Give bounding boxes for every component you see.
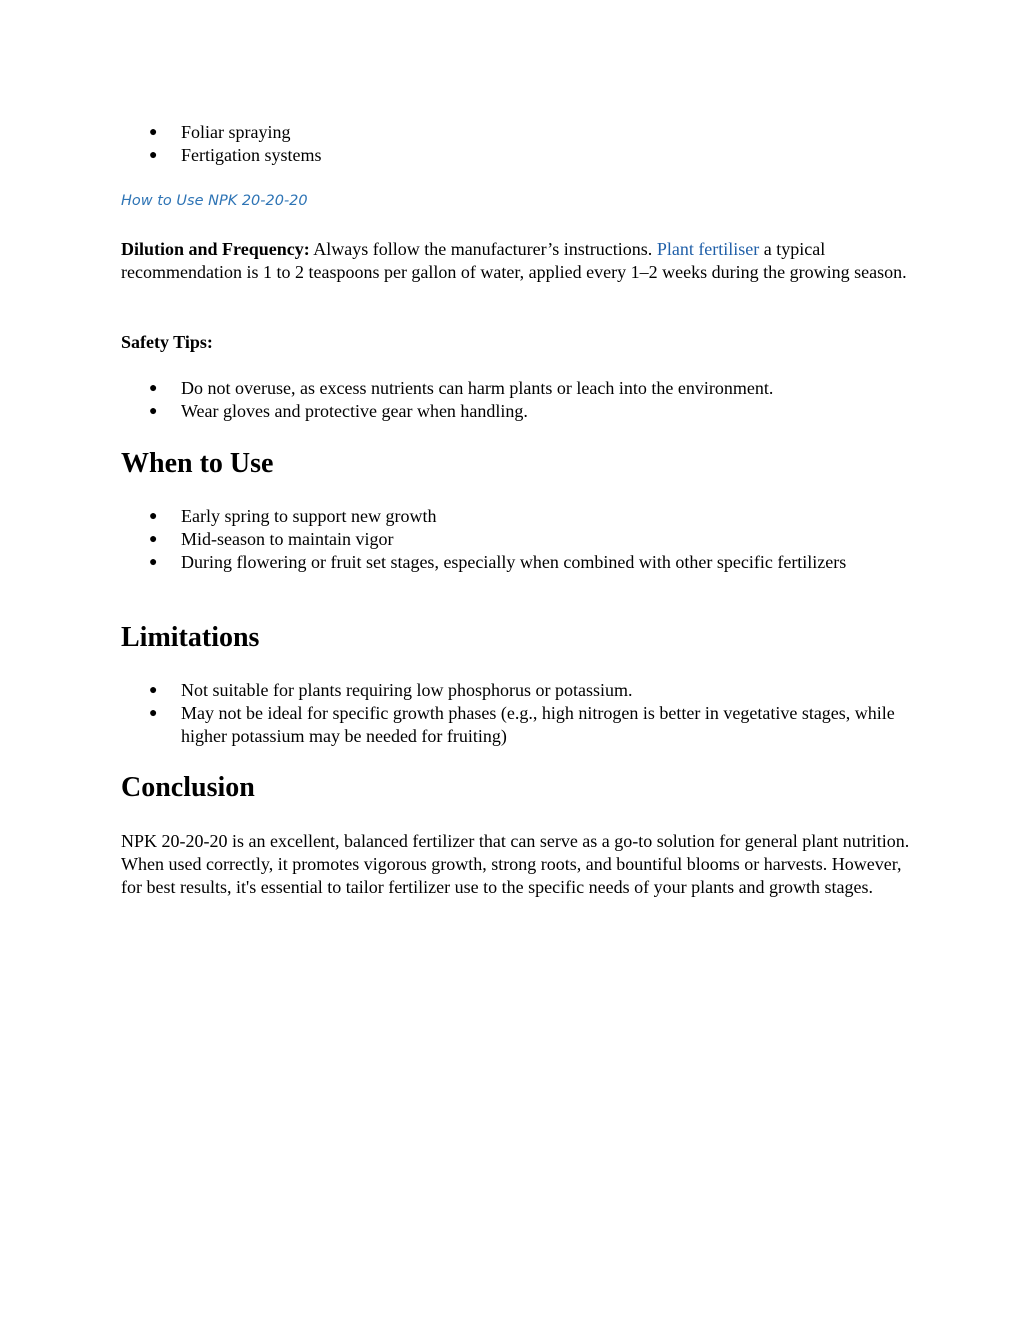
dilution-label: Dilution and Frequency:	[121, 239, 310, 259]
list-item: ● Early spring to support new growth	[149, 506, 437, 526]
bullet-icon: ●	[149, 532, 158, 547]
application-methods-list	[121, 121, 911, 167]
list-item: ● Fertigation systems	[149, 145, 322, 165]
conclusion-paragraph: NPK 20-20-20 is an excellent, balanced fertilizer that can serve as a go-to solution for general plant nutrition. When used correctly, it promotes vigorous growth, strong roots, and bountiful blooms or harvests. However, for best results, it's essential to tailor fertilizer use to the specific needs of your plants and growth stages.	[121, 831, 910, 897]
list-item: ● Wear gloves and protective gear when handling.	[149, 401, 528, 421]
when-to-use-list	[121, 505, 911, 574]
bullet-icon: ●	[149, 148, 158, 163]
plant-fertiliser-link[interactable]: Plant fertiliser	[656, 239, 760, 259]
conclusion-heading: Conclusion	[121, 772, 255, 803]
bullet-icon: ●	[149, 683, 158, 698]
bullet-icon: ●	[149, 381, 158, 396]
limitations-heading: Limitations	[121, 622, 260, 653]
bullet-icon: ●	[149, 404, 158, 419]
limitations-list	[121, 679, 911, 748]
safety-tips-label: Safety Tips:	[121, 332, 213, 352]
list-item: ● Not suitable for plants requiring low phosphorus or potassium.	[149, 680, 633, 700]
list-item: ● During flowering or fruit set stages, especially when combined with other specific fertilizers	[149, 552, 847, 572]
when-to-use-heading: When to Use	[121, 448, 274, 479]
bullet-icon: ●	[149, 555, 158, 570]
list-item: ● Do not overuse, as excess nutrients can harm plants or leach into the environment.	[149, 378, 774, 398]
bullet-icon: ●	[149, 706, 158, 721]
how-to-use-heading: How to Use NPK 20-20-20	[121, 193, 308, 209]
safety-tips-list	[121, 377, 911, 423]
list-item: ● May not be ideal for specific growth phases (e.g., high nitrogen is better in vegetative stages, while higher potassium may be needed for fruiting)	[149, 703, 895, 746]
list-item: ● Foliar spraying	[149, 122, 291, 142]
dilution-paragraph: Dilution and Frequency: Always follow the manufacturer’s instructions. Plant fertiliser a typical recommendation is 1 to 2 teaspoons per gallon of water, applied every 1–2 weeks during the growing season.	[121, 239, 907, 282]
bullet-icon: ●	[149, 509, 158, 524]
list-item: ● Mid-season to maintain vigor	[149, 529, 394, 549]
bullet-icon: ●	[149, 125, 158, 140]
